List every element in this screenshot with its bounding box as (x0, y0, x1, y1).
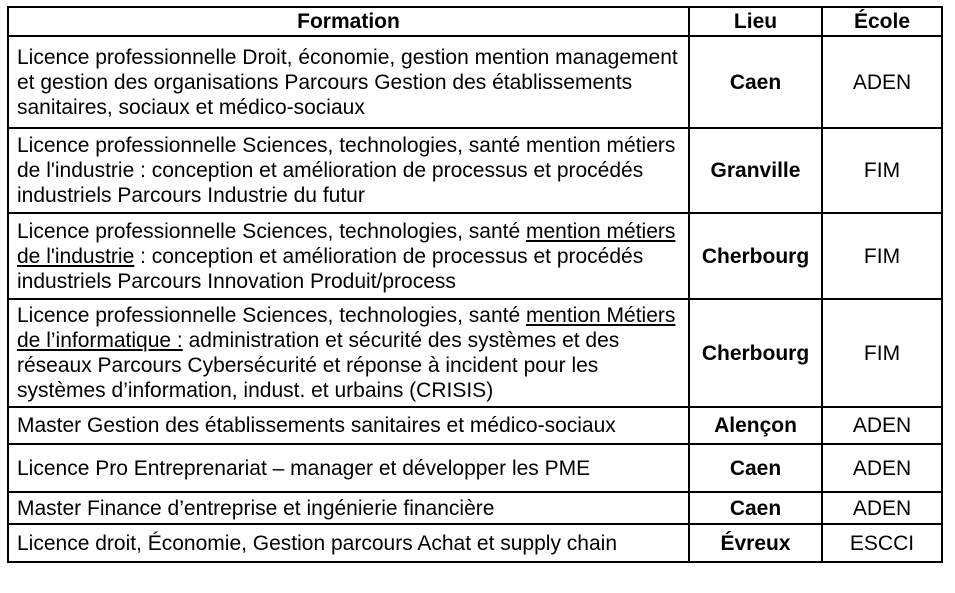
lieu-cell: Caen (689, 36, 822, 128)
lieu-cell: Alençon (689, 407, 822, 444)
table-row (8, 492, 942, 524)
formation-cell: Licence Pro Entreprenariat – manager et développer les PME (8, 444, 689, 492)
table-row (8, 524, 942, 562)
table-row (8, 299, 942, 407)
header-ecole: École (822, 7, 942, 36)
table-row (8, 407, 942, 444)
header-lieu: Lieu (689, 7, 822, 36)
formation-cell: Master Gestion des établissements sanitaires et médico-sociaux (8, 407, 689, 444)
table-row (8, 128, 942, 213)
formation-cell (8, 213, 689, 299)
header-row (8, 7, 942, 36)
formation-cell: Licence droit, Économie, Gestion parcours Achat et supply chain (8, 524, 689, 562)
formation-cell: Licence professionnelle Sciences, technologies, santé mention métiers de l'industrie : conception et amélioration de processus et procédés industriels Parcours Industrie du futur (8, 128, 689, 213)
formation-cell: Licence professionnelle Droit, économie, gestion mention management et gestion des organisations Parcours Gestion des établissements sanitaires, sociaux et médico-sociaux (8, 36, 689, 128)
formation-underlined-text: mention Métiers de l’informatique : (17, 304, 676, 352)
ecole-cell: ADEN (822, 407, 942, 444)
formations-table (7, 6, 943, 563)
ecole-cell: ADEN (822, 492, 942, 524)
lieu-cell: Caen (689, 492, 822, 524)
ecole-cell: FIM (822, 213, 942, 299)
header-formation: Formation (8, 7, 689, 36)
table-row (8, 444, 942, 492)
lieu-cell: Cherbourg (689, 213, 822, 299)
ecole-cell: ADEN (822, 444, 942, 492)
formation-text: : conception et amélioration de processus et procédés industriels Parcours Innovation Produit/process (17, 244, 644, 293)
ecole-cell: FIM (822, 128, 942, 213)
lieu-cell: Granville (689, 128, 822, 213)
ecole-cell: FIM (822, 299, 942, 407)
lieu-cell: Évreux (689, 524, 822, 562)
lieu-cell: Cherbourg (689, 299, 822, 407)
table-row (8, 213, 942, 299)
formation-text: administration et sécurité des systèmes et des réseaux Parcours Cybersécurité et réponse à incident pour les systèmes d’information, indust. et urbains (CRISIS) (17, 329, 620, 402)
formation-text: Licence professionnelle Sciences, technologies, santé (17, 219, 526, 243)
formation-cell (8, 299, 689, 407)
formation-text: Licence professionnelle Sciences, technologies, santé (17, 304, 526, 327)
table-row (8, 36, 942, 128)
ecole-cell: ADEN (822, 36, 942, 128)
formation-cell: Master Finance d’entreprise et ingénierie financière (8, 492, 689, 524)
formation-underlined-text: mention métiers de l'industrie (17, 219, 676, 268)
lieu-cell: Caen (689, 444, 822, 492)
ecole-cell: ESCCI (822, 524, 942, 562)
